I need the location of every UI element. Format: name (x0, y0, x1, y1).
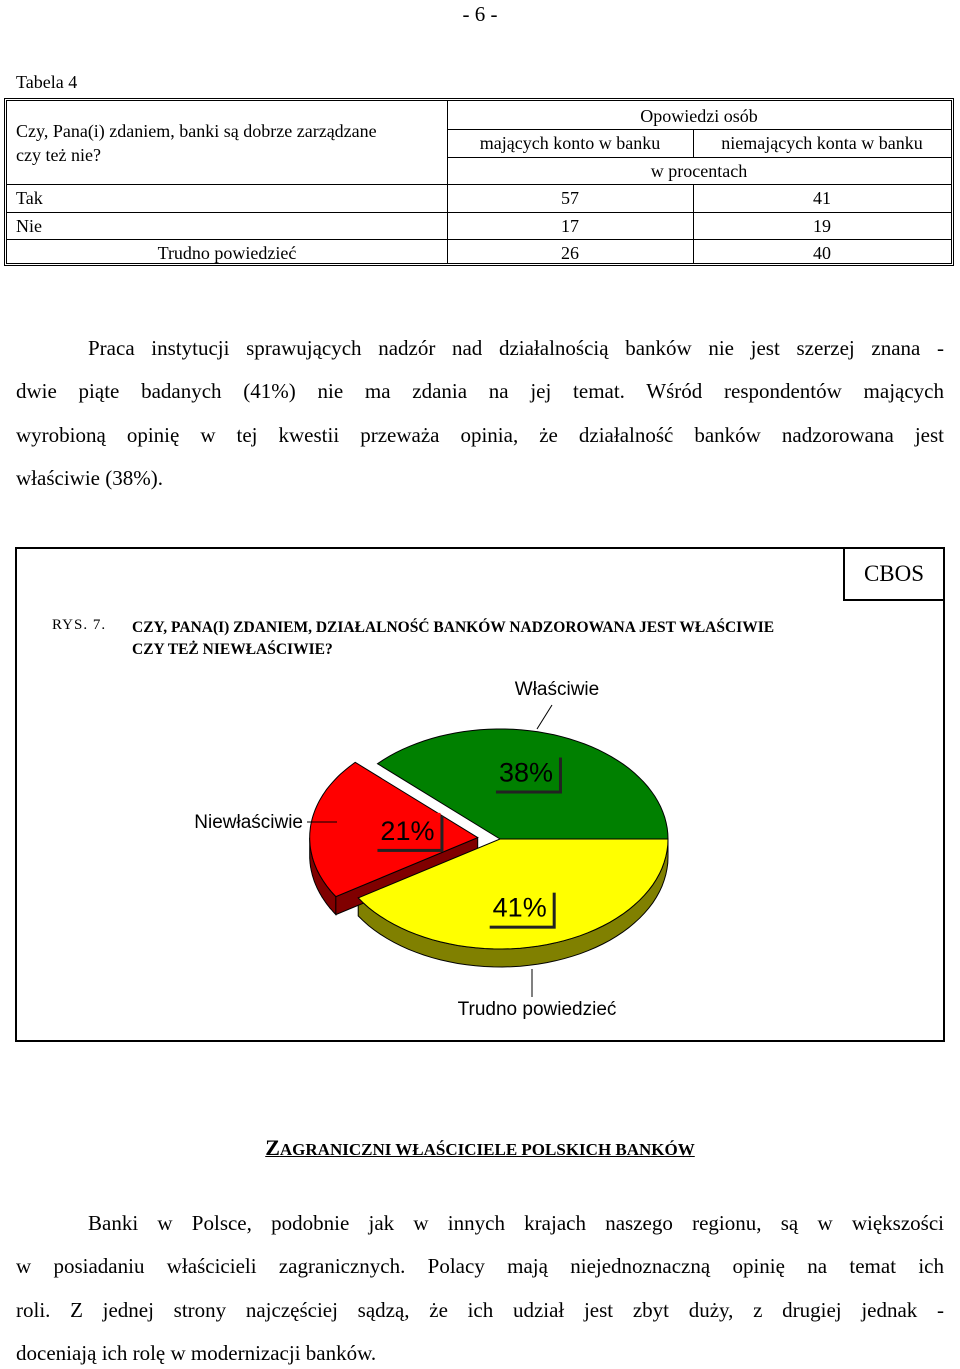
paragraph-line: Praca instytucji sprawujących nadzór nad działalnością banków nie jest szerzej znana - (88, 336, 944, 360)
paragraph-line: wyrobioną opinię w tej kwestii przeważa opinia, że działalność banków nadzorowana jest (16, 423, 944, 447)
leader-line (537, 705, 552, 729)
figure-label: RYS. 7. (52, 617, 107, 633)
table-cell: 41 (813, 188, 831, 208)
data-label: 38% (498, 757, 553, 788)
table-divider (7, 184, 951, 185)
figure-box (15, 547, 945, 1042)
pie-chart (17, 549, 943, 1040)
paragraph-line: doceniają ich rolę w modernizacji banków. (16, 1341, 377, 1365)
survey-table (4, 98, 954, 266)
table-group-header: Opowiedzi osób (640, 106, 758, 126)
section-heading: ZAGRANICZNI WŁAŚCICIELE POLSKICH BANKÓW (265, 1135, 695, 1160)
table-divider (7, 239, 951, 240)
paragraph-supervision (16, 333, 944, 513)
data-label: 41% (492, 892, 547, 923)
paragraph-line: w posiadaniu właścicieli zagranicznych. Polacy mają niejednoznaczną opinię na temat ich (16, 1254, 944, 1278)
figure-title-line: CZY, PANA(I) ZDANIEM, DZIAŁALNOŚĆ BANKÓW NADZOROWANA JEST WŁAŚCIWIE (132, 619, 775, 636)
paragraph-foreign-owners (16, 1208, 944, 1368)
table-divider (447, 129, 951, 130)
figure-title-line: CZY TEŻ NIEWŁAŚCIWIE? (132, 641, 333, 658)
table-cell: 40 (813, 243, 831, 263)
table-row-label: Trudno powiedzieć (157, 243, 297, 263)
table-cell: 17 (561, 216, 579, 236)
paragraph-line: dwie piąte badanych (41%) nie ma zdania na jej temat. Wśród respondentów mających (16, 379, 944, 403)
page-number: - 6 - (462, 2, 498, 26)
table-column-header-2: niemających konta w banku (721, 133, 923, 153)
table-unit: w procentach (650, 161, 748, 181)
paragraph-line: właściwie (38%). (16, 466, 163, 490)
category-label: Właściwie (514, 679, 600, 700)
table-cell: 26 (561, 243, 579, 263)
category-label: Niewłaściwie (194, 812, 303, 833)
table-column-header-1: mających konto w banku (479, 133, 661, 153)
paragraph-line: roli. Z jednej strony najczęściej sądzą, że ich udział jest zbyt duży, z drugiej jednak - (16, 1298, 944, 1322)
data-label: 21% (380, 815, 435, 846)
table-divider (447, 157, 951, 158)
table-row-label: Tak (16, 188, 43, 208)
source-label: CBOS (843, 547, 945, 601)
table-divider (7, 212, 951, 213)
table-cell: 19 (813, 216, 831, 236)
paragraph-line: Banki w Polsce, podobnie jak w innych krajach naszego regionu, są w większości (88, 1211, 944, 1235)
table-cell: 57 (561, 188, 579, 208)
table-caption: Tabela 4 (16, 72, 78, 92)
category-label: Trudno powiedzieć (457, 999, 617, 1020)
table-row-label: Nie (16, 216, 42, 236)
table-question-line2: czy też nie? (16, 145, 101, 165)
table-question-line1: Czy, Pana(i) zdaniem, banki są dobrze zarządzane (16, 121, 377, 141)
